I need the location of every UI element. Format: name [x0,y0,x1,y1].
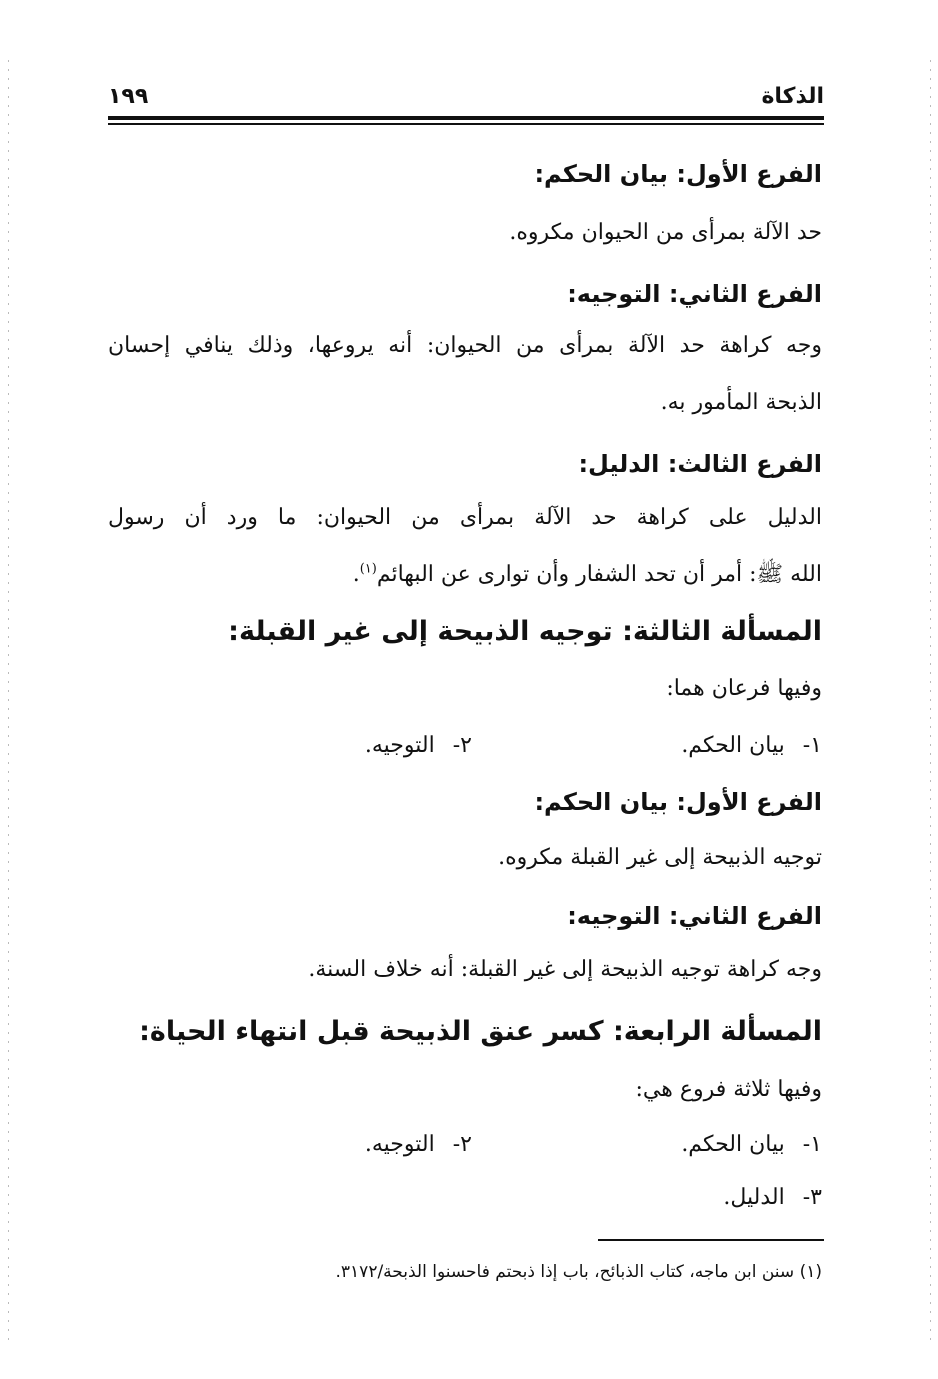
list-item [365,733,472,758]
paragraph: وفيها ثلاثة فروع هي: [635,1077,822,1102]
footnote: (١) سنن ابن ماجه، كتاب الذبائح، باب إذا ذبحتم فاحسنوا الذبحة/٣١٧٢. [335,1262,822,1282]
list-item-number: ٣- [802,1185,822,1210]
list-item [365,1132,472,1157]
list-item [681,733,822,758]
list-item-number: ١- [802,1132,822,1157]
running-header [108,80,824,116]
list-item-number: ١- [802,733,822,758]
scan-margin-line [8,60,9,1340]
page-number: ١٩٩ [108,84,149,109]
list-item [723,1185,822,1210]
list-item [681,1132,822,1157]
list-item-label: الدليل. [723,1185,785,1210]
list-item-label: التوجيه. [364,733,435,758]
paragraph: توجيه الذبيحة إلى غير القبلة مكروه. [498,845,822,870]
section-heading: الفرع الثالث: الدليل: [578,450,822,478]
paragraph-line: وجه كراهة حد الآلة بمرأى من الحيوان: أنه يروعها، وذلك ينافي إحسان [108,333,822,358]
list-item-label: بيان الحكم. [681,733,785,758]
list-item-number: ٢- [452,733,472,758]
paragraph-line: الدليل على كراهة حد الآلة بمرأى من الحيوان: ما ورد أن رسول [108,505,822,530]
footnote-reference: (١) [359,561,377,577]
section-heading: الفرع الأول: بيان الحكم: [534,788,822,816]
section-heading: الفرع الثاني: التوجيه: [567,280,822,308]
paragraph-text: الله ﷺ: أمر أن تحد الشفار وأن توارى عن البهائم [376,562,822,587]
header-rule-thick [108,116,824,120]
paragraph: وفيها فرعان هما: [666,676,822,701]
list-item-number: ٢- [452,1132,472,1157]
chapter-title: الذكاة [761,84,824,109]
header-rule-thin [108,123,824,125]
list-item-label: بيان الحكم. [681,1132,785,1157]
paragraph: وجه كراهة توجيه الذبيحة إلى غير القبلة: أنه خلاف السنة. [308,957,822,982]
paragraph: حد الآلة بمرأى من الحيوان مكروه. [509,220,822,245]
list-item-label: التوجيه. [364,1132,435,1157]
scan-margin-line [930,60,931,1340]
footnote-rule [598,1239,824,1241]
paragraph-line: الذبحة المأمور به. [660,390,822,415]
sentence-end: . [352,562,360,587]
section-heading: الفرع الثاني: التوجيه: [567,902,822,930]
issue-heading: المسألة الثالثة: توجيه الذبيحة إلى غير القبلة: [228,616,822,647]
paragraph-line [353,560,822,592]
issue-heading: المسألة الرابعة: كسر عنق الذبيحة قبل انتهاء الحياة: [139,1016,822,1047]
section-heading: الفرع الأول: بيان الحكم: [534,160,822,188]
